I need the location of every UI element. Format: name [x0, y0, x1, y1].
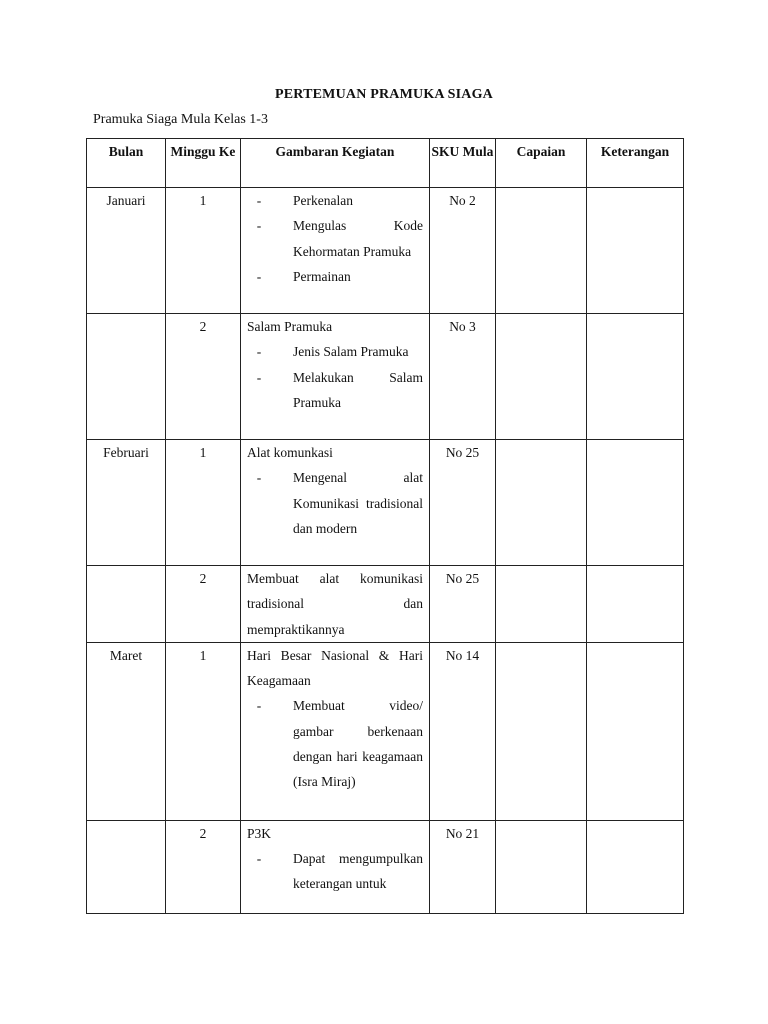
cell-sku: No 25	[430, 440, 496, 566]
cell-capaian	[496, 820, 587, 913]
activity-item-text: Membuat video/ gambar berkenaan dengan hari keagamaan (Isra Miraj)	[293, 698, 423, 790]
cell-bulan	[87, 566, 166, 643]
cell-gambaran	[241, 314, 430, 440]
activity-item	[247, 465, 423, 541]
header-capaian: Capaian	[496, 139, 587, 188]
activity-item-text: Mengulas Kode Kehormatan Pramuka	[293, 218, 423, 259]
bullet-dash: -	[256, 268, 262, 284]
cell-capaian	[496, 314, 587, 440]
cell-capaian	[496, 440, 587, 566]
bullet-dash: -	[256, 851, 262, 867]
cell-bulan: Januari	[87, 188, 166, 314]
cell-gambaran	[241, 188, 430, 314]
activity-lead: Salam Pramuka	[247, 319, 333, 334]
cell-bulan	[87, 820, 166, 913]
cell-gambaran	[241, 642, 430, 820]
cell-keterangan	[587, 820, 684, 913]
activity-lead: P3K	[247, 825, 272, 841]
cell-minggu: 1	[166, 440, 241, 566]
activity-item-text: Dapat mengumpulkan keterangan untuk	[293, 851, 423, 892]
cell-keterangan	[587, 188, 684, 314]
bullet-dash: -	[256, 344, 262, 360]
cell-keterangan	[587, 642, 684, 820]
cell-capaian	[496, 566, 587, 643]
cell-sku: No 3	[430, 314, 496, 440]
document-subtitle: Pramuka Siaga Mula Kelas 1-3	[93, 112, 268, 127]
activity-item	[247, 339, 423, 364]
cell-sku: No 2	[430, 188, 496, 314]
activity-item	[247, 365, 423, 416]
cell-gambaran	[241, 820, 430, 913]
cell-minggu: 1	[166, 642, 241, 820]
table-row	[87, 566, 684, 643]
cell-sku: No 21	[430, 820, 496, 913]
bullet-dash: -	[256, 193, 262, 208]
cell-gambaran	[241, 440, 430, 566]
cell-sku: No 14	[430, 642, 496, 820]
table-row	[87, 314, 684, 440]
cell-bulan: Maret	[87, 642, 166, 820]
header-sku: SKU Mula	[430, 139, 496, 188]
activity-lead: Alat komunkasi	[247, 445, 333, 460]
activity-lead: Hari Besar Nasional & Hari Keagamaan	[247, 647, 423, 689]
cell-minggu: 2	[166, 820, 241, 913]
cell-capaian	[496, 642, 587, 820]
cell-sku: No 25	[430, 566, 496, 643]
cell-bulan	[87, 314, 166, 440]
activity-item-text: Perkenalan	[293, 193, 353, 208]
cell-gambaran	[241, 566, 430, 643]
cell-keterangan	[587, 440, 684, 566]
table-row	[87, 188, 684, 314]
activity-table	[86, 138, 684, 914]
cell-keterangan	[587, 566, 684, 643]
header-bulan: Bulan	[87, 139, 166, 188]
bullet-dash: -	[256, 218, 262, 234]
activity-item-text: Melakukan Salam Pramuka	[293, 369, 423, 410]
activity-item-text: Jenis Salam Pramuka	[293, 344, 409, 360]
bullet-dash: -	[256, 369, 262, 385]
activity-item-text: Mengenal alat Komunikasi tradisional dan modern	[293, 470, 423, 536]
cell-bulan: Februari	[87, 440, 166, 566]
activity-item	[247, 188, 423, 213]
table-header-row	[87, 139, 684, 188]
header-gambaran: Gambaran Kegiatan	[241, 139, 430, 188]
bullet-dash: -	[256, 470, 262, 486]
cell-minggu: 2	[166, 566, 241, 643]
activity-item	[247, 264, 423, 289]
table-row	[87, 642, 684, 820]
table-row	[87, 440, 684, 566]
document-title: PERTEMUAN PRAMUKA SIAGA	[275, 87, 493, 102]
activity-item	[247, 846, 423, 897]
cell-minggu: 2	[166, 314, 241, 440]
activity-lead: Membuat alat komunikasi tradisional dan mempraktikannya	[247, 571, 423, 637]
table-row	[87, 820, 684, 913]
activity-item	[247, 213, 423, 264]
activity-item-text: Permainan	[293, 268, 351, 284]
header-keterangan: Keterangan	[587, 139, 684, 188]
cell-keterangan	[587, 314, 684, 440]
cell-minggu: 1	[166, 188, 241, 314]
bullet-dash: -	[256, 698, 262, 714]
cell-capaian	[496, 188, 587, 314]
header-minggu: Minggu Ke	[166, 139, 241, 188]
activity-item	[247, 693, 423, 794]
